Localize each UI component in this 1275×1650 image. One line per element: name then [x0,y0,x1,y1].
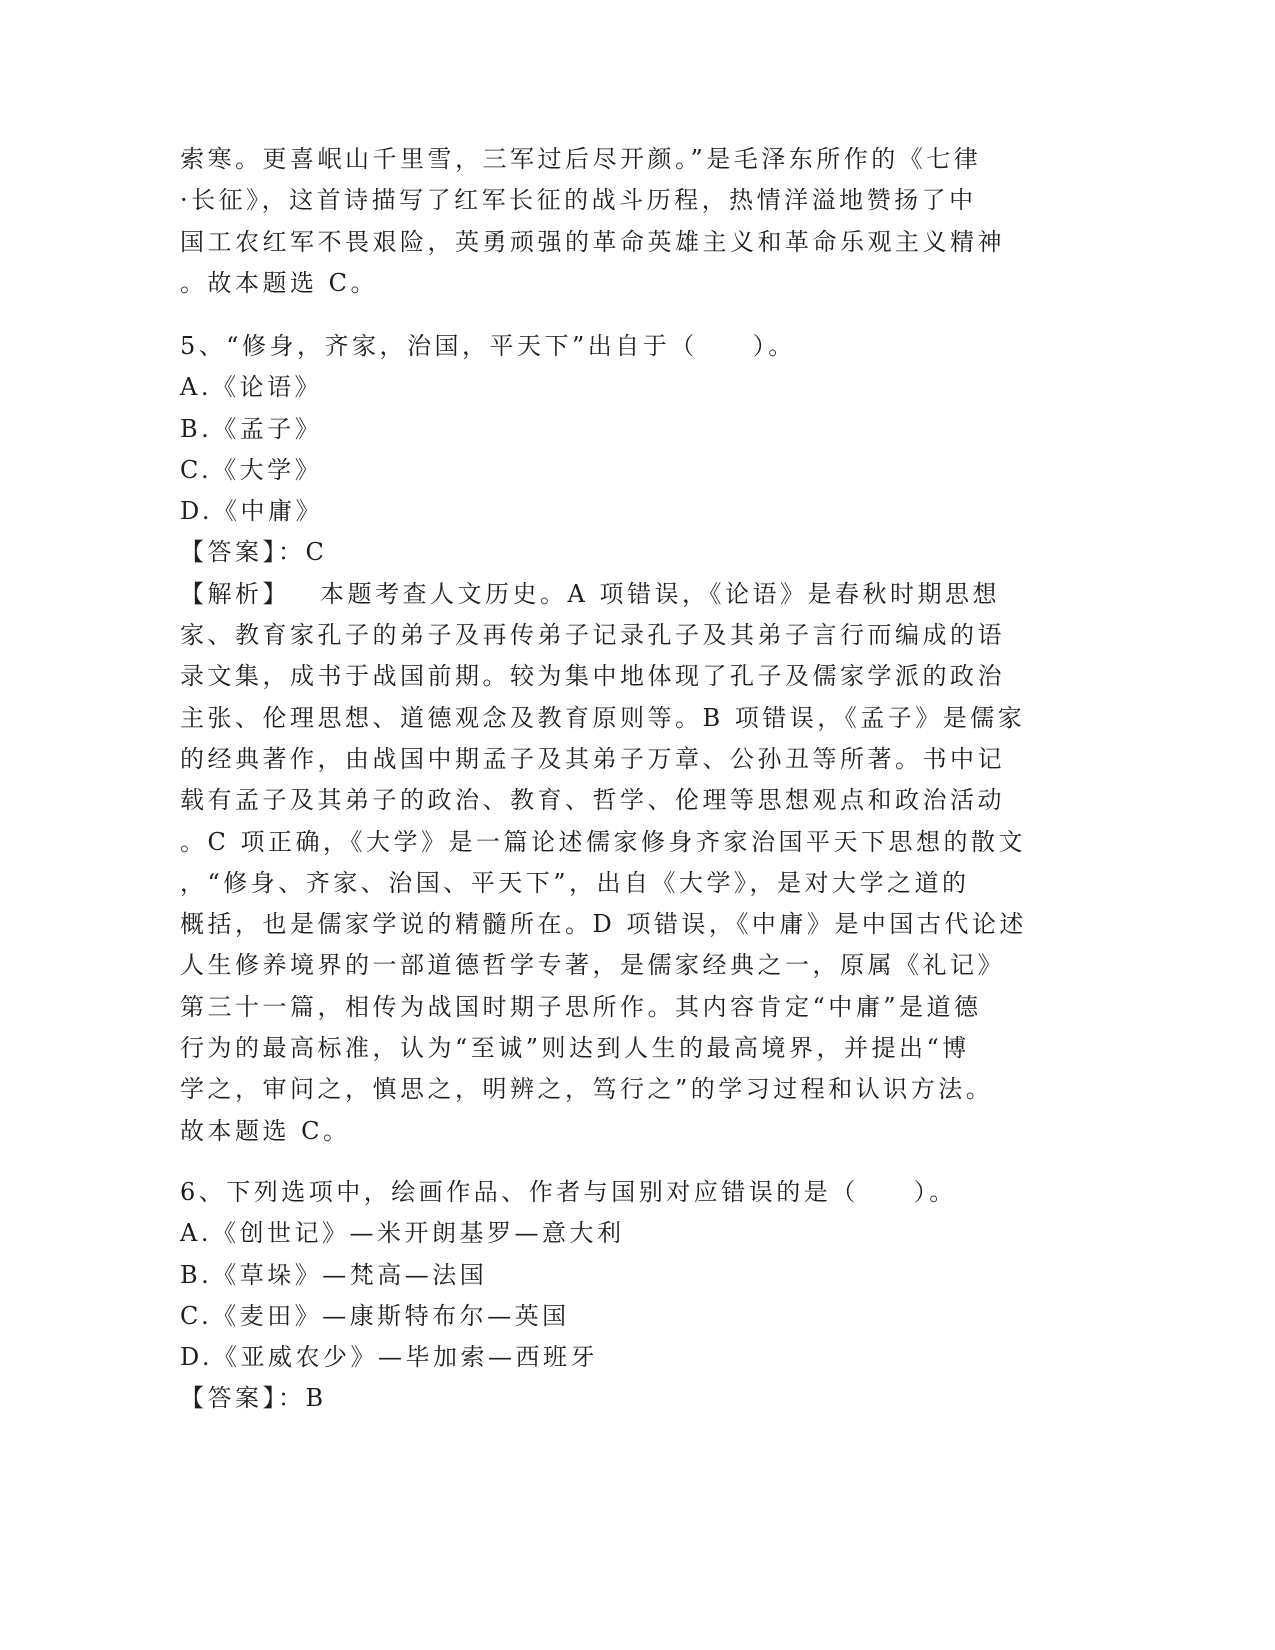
analysis-line: 。C 项正确，《大学》是一篇论述儒家修身齐家治国平天下思想的散文 [180,827,1026,856]
question-stem: 5、“修身，齐家，治国，平天下”出自于（ ）。 [180,332,796,360]
question-5 [180,326,1027,1152]
analysis-line: 。故本题选 C。 [180,268,378,297]
option-b: B.《草垛》—梵高—法国 [180,1260,488,1289]
option-a: A.《创世记》—米开朗基罗—意大利 [180,1219,625,1248]
question-stem: 6、下列选项中，绘画作品、作者与国别对应错误的是（ ）。 [180,1178,957,1206]
answer-value: B [305,1384,327,1413]
option-b: B.《孟子》 [180,414,323,443]
analysis-line [180,574,1027,615]
analysis-line: 国工农红军不畏艰险，英勇顽强的革命英雄主义和革命乐观主义精神 [180,227,1005,256]
answer-label: 【答案】： [180,1384,306,1413]
option-c: C.《麦田》—康斯特布尔—英国 [180,1301,570,1330]
option-d: D.《中庸》 [180,497,324,526]
answer-value: C [305,538,328,567]
analysis-line: ·长征》，这首诗描写了红军长征的战斗历程，热情洋溢地赞扬了中 [180,186,977,215]
option-a: A.《论语》 [180,373,322,402]
analysis-line: 学之，审问之，慎思之，明辨之，笃行之”的学习过程和认识方法。 [180,1075,994,1104]
answer-label: 【答案】： [180,538,306,567]
option-c: C.《大学》 [180,455,323,484]
analysis-line: 载有孟子及其弟子的政治、教育、哲学、伦理等思想观点和政治活动 [180,786,1005,815]
analysis-line: 录文集，成书于战国前期。较为集中地体现了孔子及儒家学派的政治 [180,662,1005,691]
analysis-line: 家、教育家孔子的弟子及再传弟子记录孔子及其弟子言行而编成的语 [180,621,1005,650]
analysis-line: 的经典著作，由战国中期孟子及其弟子万章、公孙丑等所著。书中记 [180,744,1005,773]
analysis-label: 【解析】 [180,579,290,608]
analysis-line: 概括，也是儒家学说的精髓所在。D 项错误，《中庸》是中国古代论述 [180,910,1027,939]
analysis-line: 索寒。更喜岷山千里雪，三军过后尽开颜。”是毛泽东所作的《七律 [180,145,982,173]
analysis-line: 第三十一篇，相传为战国时期子思所作。其内容肯定“中庸”是道德 [180,992,982,1021]
answer-line [180,1378,957,1419]
answer-line [180,532,1027,573]
analysis-line: 行为的最高标准，认为“至诚”则达到人生的最高境界，并提出“博 [180,1034,970,1063]
analysis-line: ，“修身、齐家、治国、平天下”，出自《大学》，是对大学之道的 [180,868,970,897]
analysis-line: 故本题选 C。 [180,1116,351,1145]
previous-analysis-continuation [180,139,1005,304]
option-d: D.《亚威农少》—毕加索—西班牙 [180,1343,599,1372]
question-6 [180,1172,957,1420]
analysis-text: 本题考查人文历史。A 项错误，《论语》是春秋时期思想 [320,579,1000,608]
analysis-line: 主张、伦理思想、道德观念及教育原则等。B 项错误，《孟子》是儒家 [180,703,1026,732]
analysis-line: 人生修养境界的一部道德哲学专著，是儒家经典之一，原属《礼记》 [180,951,1005,980]
